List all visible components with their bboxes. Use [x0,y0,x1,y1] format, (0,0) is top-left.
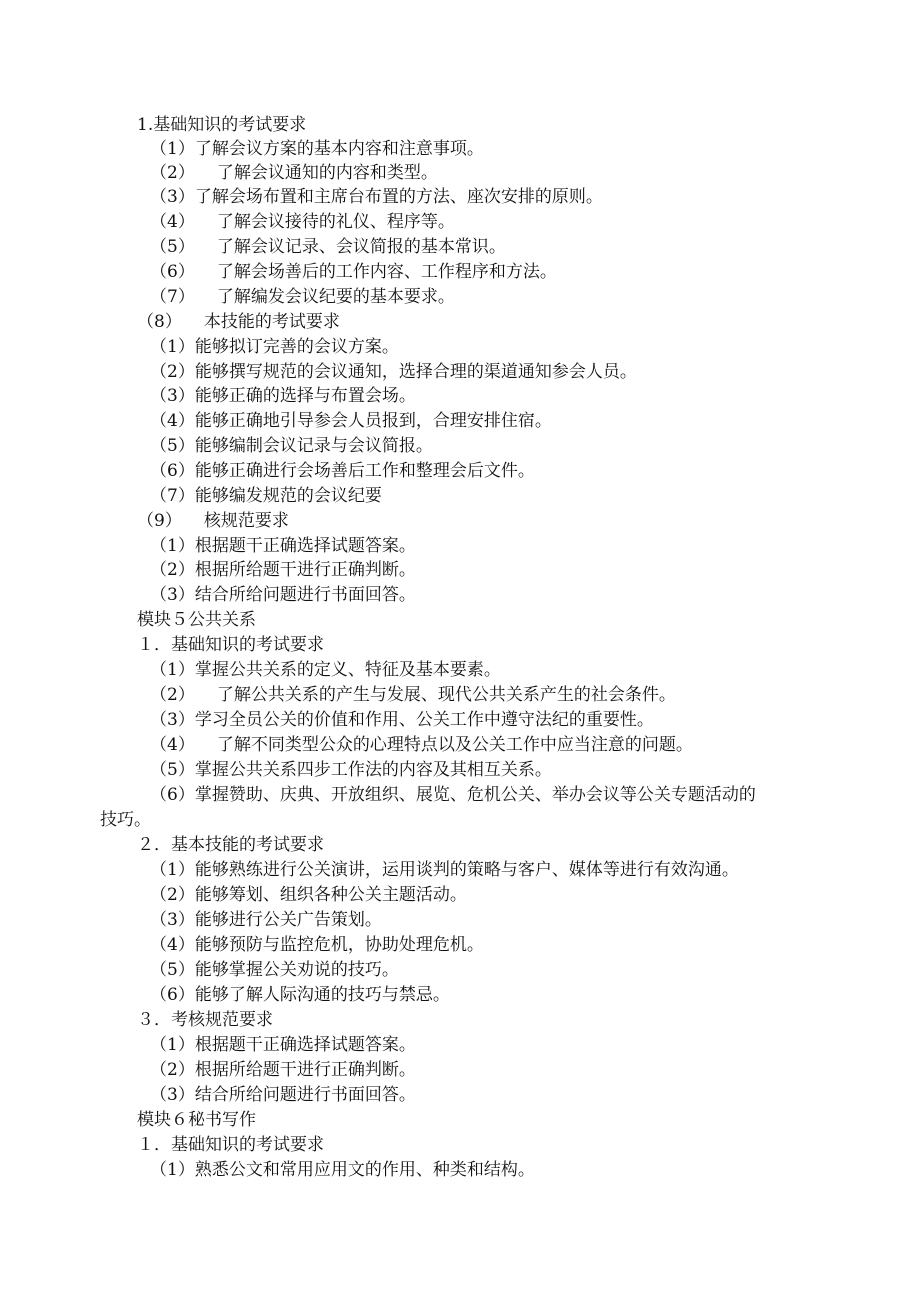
list-item: （5）能够掌握公关劝说的技巧。 [150,960,399,980]
section-heading: ３．考核规范要求 [137,1010,273,1030]
list-item: （3）学习全员公关的价值和作用、公关工作中遵守法纪的重要性。 [150,710,654,730]
list-item: （6） 了解会场善后的工作内容、工作程序和方法。 [150,262,557,282]
list-item: （6）掌握赞助、庆典、开放组织、展览、危机公关、举办会议等公关专题活动的 [150,785,756,805]
list-item: （3）结合所给问题进行书面回答。 [150,585,416,605]
section-heading: （8） 本技能的考试要求 [137,312,340,332]
section-heading: ２．基本技能的考试要求 [137,835,324,855]
list-item: （2）根据所给题干进行正确判断。 [150,1060,416,1080]
list-item: （7）能够编发规范的会议纪要 [150,486,382,506]
list-item: （3）能够正确的选择与布置会场。 [150,386,416,406]
module-heading: 模块６秘书写作 [137,1110,256,1130]
list-item: （4） 了解不同类型公众的心理特点以及公关工作中应当注意的问题。 [150,735,693,755]
list-item: （1）熟悉公文和常用应用文的作用、种类和结构。 [150,1160,535,1180]
list-item: （4）能够正确地引导参会人员报到，合理安排住宿。 [150,411,552,431]
list-item: （3）能够进行公关广告策划。 [150,910,382,930]
module-heading: 模块５公共关系 [137,610,256,630]
list-item: （2）能够筹划、组织各种公关主题活动。 [150,885,467,905]
list-item: （5） 了解会议记录、会议简报的基本常识。 [150,237,506,257]
list-item: （1）掌握公共关系的定义、特征及基本要素。 [150,660,501,680]
section-heading: １．基础知识的考试要求 [137,1135,324,1155]
list-item: （1）根据题干正确选择试题答案。 [150,536,416,556]
list-item: （4） 了解会议接待的礼仪、程序等。 [150,212,455,232]
section-heading: １．基础知识的考试要求 [137,635,324,655]
list-item: （1）了解会议方案的基本内容和注意事项。 [150,139,484,159]
list-item: （2）根据所给题干进行正确判断。 [150,560,416,580]
list-item: （1）能够熟练进行公关演讲，运用谈判的策略与客户、媒体等进行有效沟通。 [150,860,739,880]
list-item: （3）结合所给问题进行书面回答。 [150,1085,416,1105]
list-item: （1）能够拟订完善的会议方案。 [150,337,399,357]
list-item: （5）掌握公共关系四步工作法的内容及其相互关系。 [150,760,552,780]
list-item: （7） 了解编发会议纪要的基本要求。 [150,287,455,307]
section-heading: 1.基础知识的考试要求 [137,115,307,135]
section-heading: （9） 核规范要求 [137,511,289,531]
list-item: （2） 了解会议通知的内容和类型。 [150,163,438,183]
list-item: （4）能够预防与监控危机，协助处理危机。 [150,935,484,955]
list-item: （2） 了解公共关系的产生与发展、现代公共关系产生的社会条件。 [150,685,676,705]
list-item: （2）能够撰写规范的会议通知，选择合理的渠道通知参会人员。 [150,362,637,382]
list-item: （6）能够了解人际沟通的技巧与禁忌。 [150,985,450,1005]
list-item: （6）能够正确进行会场善后工作和整理会后文件。 [150,461,535,481]
list-item-continuation: 技巧。 [100,810,151,830]
list-item: （3）了解会场布置和主席台布置的方法、座次安排的原则。 [150,187,603,207]
list-item: （1）根据题干正确选择试题答案。 [150,1035,416,1055]
list-item: （5）能够编制会议记录与会议简报。 [150,436,433,456]
